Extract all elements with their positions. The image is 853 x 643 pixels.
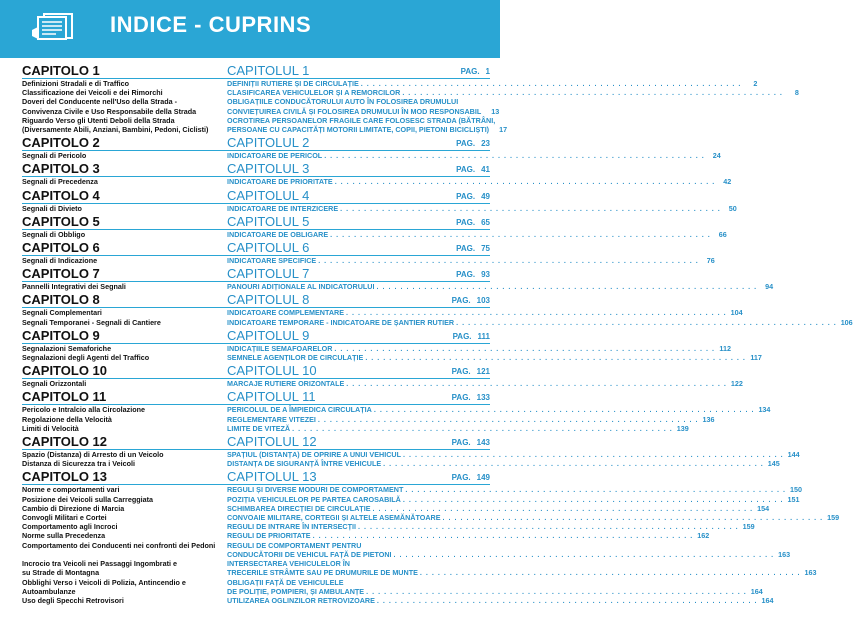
chapter-page-number: 133 — [476, 393, 490, 403]
chapter-block — [22, 469, 840, 605]
section-page-number: 42 — [723, 177, 732, 187]
section-entry-ro[interactable] — [227, 485, 802, 495]
section-title-ro: INDICATOARE DE INTERZICERE — [227, 203, 339, 213]
page-label: PAG. — [452, 331, 472, 341]
section-title-it: Distanza di Sicurezza tra i Veicoli — [22, 459, 136, 469]
section-row — [22, 203, 737, 213]
section-entry-ro[interactable] — [227, 549, 791, 559]
chapter-title-it: CAPITOLO 7 — [22, 266, 100, 282]
section-row — [22, 531, 710, 541]
section-row — [22, 450, 800, 460]
page-label: PAG. — [460, 67, 480, 76]
section-title-ro: OCROTIREA PERSOANELOR FRAGILE CARE FOLOSESC STRADA (BĂTRÂNI, — [227, 115, 496, 125]
section-row — [22, 151, 721, 161]
chapter-title-ro[interactable]: CAPITOLUL 9 — [227, 327, 310, 343]
section-title-ro: INDICATOARE DE PERICOL — [227, 151, 323, 161]
section-title-it: Segnalazioni degli Agenti del Traffico — [22, 353, 150, 363]
section-row — [22, 522, 755, 532]
section-title-it: Spazio (Distanza) di Arresto di un Veicolo — [22, 450, 164, 460]
dot-leader — [394, 550, 775, 559]
dot-leader — [358, 522, 739, 531]
section-title-ro: CLASIFICAREA VEHICULELOR ȘI A REMORCILOR — [227, 88, 401, 98]
chapter-page-number: 111 — [477, 331, 490, 341]
section-row — [22, 414, 715, 424]
chapter-title-ro[interactable]: CAPITOLUL 1 — [227, 63, 310, 78]
section-title-it: Definizioni Stradali e di Traffico — [22, 79, 130, 88]
section-title-it: Regolazione della Velocità — [22, 414, 112, 424]
dot-leader — [346, 379, 727, 388]
chapter-page-ref — [452, 366, 490, 378]
section-page-number: 164 — [761, 595, 774, 605]
chapter-title-ro[interactable]: CAPITOLUL 8 — [227, 292, 310, 308]
chapter-page-ref — [452, 392, 490, 404]
dot-leader — [374, 405, 755, 414]
section-title-it: Posizione dei Veicoli sulla Carreggiata — [22, 494, 154, 504]
section-title-ro: INDICAȚIILE SEMAFOARELOR — [227, 343, 333, 353]
section-title-it: Segnali di Pericolo — [22, 151, 87, 161]
page-title: INDICE - CUPRINS — [110, 12, 312, 37]
page-label: PAG. — [451, 296, 471, 306]
section-row — [22, 79, 758, 88]
chapter-heading-row — [22, 63, 490, 79]
page-label: PAG. — [451, 393, 471, 403]
section-entry-ro[interactable] — [227, 559, 490, 568]
chapter-page-number: 65 — [481, 217, 490, 227]
chapter-block — [22, 266, 774, 292]
section-title-ro: PANOURI ADIȚIONALE AL INDICATORULUI — [227, 282, 375, 292]
chapter-page-number: 93 — [481, 270, 490, 280]
section-title-it: Limiti di Velocità — [22, 423, 79, 433]
section-title-it: Norme sulla Precedenza — [22, 531, 106, 541]
section-entry-ro[interactable] — [227, 450, 800, 460]
chapter-heading-row — [22, 469, 490, 485]
chapter-page-number: 23 — [481, 139, 490, 149]
chapter-page-ref — [452, 437, 490, 449]
chapter-title-it: CAPITOLO 12 — [22, 434, 108, 450]
section-title-ro: MARCAJE RUTIERE ORIZONTALE — [227, 379, 345, 389]
dot-leader — [318, 415, 699, 424]
section-row — [22, 586, 763, 596]
section-row — [22, 125, 508, 135]
chapter-heading-row — [22, 214, 490, 230]
section-title-ro: CONVIEȚUIREA CIVILĂ ȘI FOLOSIREA DRUMULUI ÎN MOD RESPONSABIL — [227, 106, 482, 116]
chapter-title-ro[interactable]: CAPITOLUL 12 — [227, 434, 317, 450]
section-title-it: Segnali di Obbligo — [22, 229, 86, 239]
section-title-it: Convogli Militari e Cortei — [22, 513, 107, 523]
section-page-number: 2 — [753, 79, 758, 88]
dot-leader — [292, 424, 673, 433]
chapter-page-ref — [456, 164, 490, 176]
chapter-title-ro[interactable]: CAPITOLUL 10 — [227, 363, 317, 379]
chapter-page-number: 121 — [476, 367, 490, 377]
page-label: PAG. — [456, 139, 476, 149]
section-row — [22, 595, 774, 605]
section-entry-ro[interactable] — [227, 177, 732, 187]
chapter-block — [22, 240, 715, 266]
chapter-heading-row — [22, 266, 490, 282]
page-label: PAG. — [456, 165, 476, 175]
section-title-it: Segnali di Divieto — [22, 203, 82, 213]
chapter-page-ref — [456, 243, 490, 255]
section-title-ro: TRECERILE STRÂMTE SAU PE DRUMURILE DE MUNTE — [227, 568, 418, 578]
chapter-block — [22, 389, 771, 433]
section-title-ro: INDICATOARE DE OBLIGARE — [227, 229, 329, 239]
section-title-it — [22, 550, 227, 559]
section-entry-ro[interactable] — [227, 522, 755, 532]
section-row — [22, 353, 762, 363]
dot-leader — [366, 587, 747, 596]
section-title-ro: UTILIZAREA OGLINZILOR RETROVIZOARE — [227, 595, 375, 605]
chapter-heading-row — [22, 389, 490, 405]
chapter-block — [22, 135, 721, 161]
section-entry-ro[interactable] — [227, 353, 762, 363]
chapter-title-ro[interactable]: CAPITOLUL 2 — [227, 135, 310, 151]
section-row — [22, 513, 840, 523]
chapter-title-it: CAPITOLO 3 — [22, 161, 100, 177]
section-page-number: 122 — [730, 379, 743, 389]
chapter-block — [22, 161, 732, 187]
section-page-number: 144 — [787, 450, 800, 460]
section-entry-ro[interactable] — [227, 513, 840, 523]
section-row — [22, 503, 770, 513]
dot-leader — [377, 596, 758, 605]
chapter-title-ro[interactable]: CAPITOLUL 7 — [227, 266, 310, 282]
dot-leader — [340, 204, 721, 213]
section-entry-ro[interactable] — [227, 229, 727, 239]
section-title-it: su Strade di Montagna — [22, 568, 100, 578]
section-entry-ro[interactable] — [227, 568, 817, 578]
dot-leader — [376, 282, 757, 291]
dot-leader — [346, 308, 727, 317]
section-title-ro: PERSOANE CU CAPACITĂȚI MOTORII LIMITATE, COPII, PIETONI BICICLIȘTI) — [227, 125, 490, 135]
chapter-page-number: 143 — [476, 438, 490, 448]
chapter-heading-row — [22, 292, 490, 308]
page-label: PAG. — [456, 191, 476, 201]
section-title-ro: REGULI DE PRIORITATE — [227, 531, 311, 541]
section-entry-ro[interactable] — [227, 414, 715, 424]
section-page-number: 50 — [728, 203, 737, 213]
section-entry-ro[interactable] — [227, 494, 800, 504]
section-title-it: Incrocio tra Veicoli nei Passaggi Ingombrati e — [22, 559, 177, 569]
section-title-ro: INDICATOARE TEMPORARE - INDICATOARE DE ȘANTIER RUTIER — [227, 317, 455, 327]
section-entry-ro[interactable] — [227, 595, 774, 605]
section-page-number: 17 — [499, 125, 508, 135]
section-page-number: 76 — [706, 256, 715, 266]
chapter-title-it: CAPITOLO 11 — [22, 389, 107, 405]
dot-leader — [313, 531, 694, 540]
chapter-title-it: CAPITOLO 5 — [22, 213, 100, 229]
chapter-title-it: CAPITOLO 9 — [22, 327, 100, 343]
page-label: PAG. — [451, 367, 471, 377]
section-title-ro: REGULI ȘI DIVERSE MODURI DE COMPORTAMENT — [227, 485, 404, 495]
section-title-ro: REGLEMENTARE VITEZEI — [227, 414, 316, 424]
section-title-ro: DE POLIȚIE, POMPIERI, ȘI AMBULANȚE — [227, 586, 365, 596]
section-title-ro: LIMITE DE VITEZĂ — [227, 423, 291, 433]
chapter-heading-row — [22, 328, 490, 344]
section-title-it: Segnalazioni Semaforiche — [22, 343, 112, 353]
chapter-page-number: 75 — [481, 244, 490, 254]
dot-leader — [402, 88, 783, 97]
chapter-page-number: 41 — [481, 165, 490, 175]
section-row — [22, 343, 732, 353]
section-entry-ro[interactable] — [227, 97, 490, 106]
section-entry-ro[interactable] — [227, 151, 721, 161]
section-title-it: Obblighi Verso i Veicoli di Polizia, Antincendio e — [22, 577, 186, 587]
section-row — [22, 88, 799, 98]
section-title-ro: REGULI DE INTRARE ÎN INTERSECȚII — [227, 522, 356, 532]
chapter-page-ref — [456, 217, 490, 229]
section-entry-ro[interactable] — [227, 459, 780, 469]
section-title-it: Segnali Orizzontali — [22, 379, 87, 389]
section-page-number: 162 — [697, 531, 710, 541]
section-page-number: 150 — [789, 485, 802, 495]
chapter-title-it: CAPITOLO 4 — [22, 187, 100, 203]
section-title-it: Segnali Temporanei - Segnali di Cantiere — [22, 317, 161, 327]
chapter-heading-row — [22, 363, 490, 379]
section-entry-ro[interactable] — [227, 343, 732, 353]
dot-leader — [403, 450, 784, 459]
section-title-it: Segnali di Indicazione — [22, 256, 98, 266]
section-page-number: 104 — [730, 308, 743, 318]
page-label: PAG. — [456, 270, 476, 280]
header-banner — [0, 0, 500, 58]
section-row — [22, 379, 743, 389]
page-label: PAG. — [456, 217, 476, 227]
chapter-page-number: 49 — [481, 191, 490, 201]
section-entry-ro[interactable] — [227, 578, 490, 587]
document-stack-icon — [32, 12, 76, 42]
section-row — [22, 549, 791, 559]
section-page-number: 8 — [794, 88, 799, 98]
section-row — [22, 317, 853, 327]
section-title-it: Riguardo Verso gli Utenti Deboli della Strada — [22, 115, 175, 125]
section-page-number: 117 — [750, 353, 762, 363]
section-title-ro: REGULI DE COMPORTAMENT PENTRU — [227, 540, 362, 550]
section-row — [22, 282, 774, 292]
section-title-ro: DEFINIȚII RUTIERE ȘI DE CIRCULAȚIE — [227, 79, 359, 88]
section-entry-ro[interactable] — [227, 125, 508, 135]
dot-leader — [361, 79, 742, 88]
chapter-page-ref — [456, 269, 490, 281]
page-label: PAG. — [456, 244, 476, 254]
chapter-title-it: CAPITOLO 10 — [22, 363, 108, 379]
section-entry-ro[interactable] — [227, 503, 770, 513]
section-entry-ro[interactable] — [227, 203, 737, 213]
section-entry-ro[interactable] — [227, 405, 771, 415]
chapter-block — [22, 292, 853, 327]
section-title-ro: PERICOLUL DE A ÎMPIEDICA CIRCULAȚIA — [227, 405, 372, 415]
dot-leader — [456, 318, 837, 327]
section-entry-ro[interactable] — [227, 541, 490, 550]
section-entry-ro[interactable] — [227, 256, 715, 266]
section-title-it: Convivenza Civile e Uso Responsabile della Strada — [22, 106, 197, 116]
section-title-it: Cambio di Direzione di Marcia — [22, 503, 125, 513]
page-label: PAG. — [451, 438, 471, 448]
chapter-page-number: 103 — [476, 296, 490, 306]
dot-leader — [405, 485, 786, 494]
section-row — [22, 559, 490, 568]
section-title-it: Classificazione dei Veicoli e dei Rimorchi — [22, 88, 163, 98]
chapter-title-ro[interactable]: CAPITOLUL 6 — [227, 240, 310, 256]
dot-leader — [334, 344, 715, 353]
section-title-it: Doveri del Conducente nell'Uso della Strada - — [22, 97, 178, 107]
section-row — [22, 541, 490, 550]
section-title-it: Comportamento dei Conducenti nei confronti dei Pedoni — [22, 540, 216, 550]
section-row — [22, 229, 727, 239]
section-title-ro: OBLIGAȚII FAȚĂ DE VEHICULELE — [227, 577, 344, 587]
section-entry-ro[interactable] — [227, 106, 500, 116]
chapter-title-it: CAPITOLO 8 — [22, 292, 100, 308]
section-page-number: 106 — [840, 317, 853, 327]
section-page-number: 66 — [718, 229, 727, 239]
chapter-page-ref — [456, 138, 490, 150]
chapter-page-ref — [456, 191, 490, 203]
dot-leader — [403, 495, 784, 504]
chapter-block — [22, 187, 737, 213]
section-page-number: 154 — [757, 503, 770, 513]
section-row — [22, 405, 771, 415]
section-entry-ro[interactable] — [227, 423, 689, 433]
section-row — [22, 308, 743, 318]
section-entry-ro[interactable] — [227, 586, 763, 596]
section-title-ro: INDICATOARE COMPLEMENTARE — [227, 308, 344, 318]
chapter-block — [22, 327, 762, 363]
section-page-number: 24 — [712, 151, 721, 161]
section-title-ro: CONVOAIE MILITARE, CORTEGII ȘI ALTELE ASEMĂNĂTOARE — [227, 513, 441, 523]
section-row — [22, 423, 689, 433]
dot-leader — [443, 513, 824, 522]
section-entry-ro[interactable] — [227, 531, 710, 541]
section-title-ro: OBLIGAȚIILE CONDUCĂTORULUI AUTO ÎN FOLOSIREA DRUMULUI — [227, 97, 459, 107]
chapter-heading-row — [22, 188, 490, 204]
section-entry-ro[interactable] — [227, 79, 758, 88]
chapter-title-ro[interactable]: CAPITOLUL 13 — [227, 469, 317, 485]
section-page-number: 164 — [750, 586, 763, 596]
chapter-heading-row — [22, 434, 490, 450]
chapter-title-it: CAPITOLO 6 — [22, 240, 100, 256]
chapter-heading-row — [22, 161, 490, 177]
section-page-number: 163 — [778, 549, 791, 559]
section-row — [22, 494, 800, 504]
section-page-number: 136 — [702, 414, 715, 424]
dot-leader — [330, 230, 711, 239]
dot-leader — [365, 353, 746, 362]
chapter-page-ref — [452, 472, 490, 484]
section-row — [22, 177, 732, 187]
chapter-page-ref — [461, 66, 490, 78]
section-title-it: Norme e comportamenti vari — [22, 485, 120, 495]
chapter-page-ref — [453, 331, 490, 343]
section-title-ro: CONDUCĂTORII DE VEHICUL FAȚĂ DE PIETONI — [227, 549, 392, 559]
dot-leader — [420, 568, 801, 577]
section-title-ro: SCHIMBAREA DIRECȚIEI DE CIRCULAȚIE — [227, 503, 371, 513]
chapter-title-ro[interactable]: CAPITOLUL 11 — [227, 389, 316, 405]
section-title-ro: DISTANȚA DE SIGURANȚĂ ÎNTRE VEHICULE — [227, 459, 382, 469]
chapter-title-it: CAPITOLO 2 — [22, 135, 100, 151]
section-page-number: 163 — [804, 568, 817, 578]
chapter-block — [22, 213, 727, 239]
section-page-number: 159 — [742, 522, 755, 532]
section-title-it: Segnali Complementari — [22, 308, 102, 318]
section-title-it: Pannelli Integrativi dei Segnali — [22, 282, 126, 292]
section-page-number: 145 — [767, 459, 780, 469]
chapter-title-it: CAPITOLO 13 — [22, 469, 108, 485]
dot-leader — [373, 504, 754, 513]
section-row — [22, 97, 490, 106]
dot-leader — [383, 459, 764, 468]
section-title-ro: SEMNELE AGENȚILOR DE CIRCULAȚIE — [227, 353, 364, 363]
section-row — [22, 568, 817, 578]
section-entry-ro[interactable] — [227, 317, 853, 327]
section-page-number: 13 — [491, 106, 500, 116]
section-title-it: Uso degli Specchi Retrovisori — [22, 595, 124, 605]
section-row — [22, 578, 490, 587]
section-row — [22, 115, 496, 125]
section-title-ro: INDICATOARE SPECIFICE — [227, 256, 317, 266]
section-row — [22, 256, 715, 266]
chapter-block — [22, 63, 799, 135]
section-title-ro: POZIȚIA VEHICULELOR PE PARTEA CAROSABILĂ — [227, 494, 401, 504]
section-page-number: 112 — [719, 343, 732, 353]
chapter-heading-row — [22, 135, 490, 151]
page-label: PAG. — [451, 473, 471, 483]
chapter-page-number: 1 — [485, 67, 490, 76]
table-of-contents — [22, 62, 853, 606]
section-row — [22, 485, 802, 495]
section-entry-ro[interactable] — [227, 308, 743, 318]
section-title-ro: SPAȚIUL (DISTANȚA) DE OPRIRE A UNUI VEHICUL — [227, 450, 401, 460]
section-page-number: 151 — [787, 494, 800, 504]
section-row — [22, 106, 500, 116]
section-page-number: 159 — [827, 513, 840, 523]
section-page-number: 94 — [765, 282, 774, 292]
chapter-page-number: 149 — [476, 473, 490, 483]
section-row — [22, 459, 780, 469]
section-title-ro: INDICATOARE DE PRIORITATE — [227, 177, 333, 187]
chapter-block — [22, 363, 743, 389]
dot-leader — [318, 256, 699, 265]
chapter-title-ro[interactable]: CAPITOLUL 3 — [227, 161, 310, 177]
chapter-page-ref — [452, 295, 490, 307]
dot-leader — [324, 151, 705, 160]
section-title-it: Autoambulanze — [22, 586, 76, 596]
section-entry-ro[interactable] — [227, 282, 774, 292]
chapter-title-ro[interactable]: CAPITOLUL 5 — [227, 213, 310, 229]
section-entry-ro[interactable] — [227, 115, 496, 125]
section-title-it: Pericolo e Intralcio alla Circolazione — [22, 405, 146, 415]
section-page-number: 139 — [676, 423, 689, 433]
section-page-number: 134 — [758, 405, 771, 415]
section-title-it: (Diversamente Abili, Anziani, Bambini, Pedoni, Ciclisti) — [22, 125, 209, 135]
chapter-title-it: CAPITOLO 1 — [22, 63, 100, 78]
chapter-block — [22, 434, 800, 469]
dot-leader — [335, 177, 716, 186]
section-title-ro: INTERSECTAREA VEHICULELOR ÎN — [227, 559, 350, 569]
chapter-title-ro[interactable]: CAPITOLUL 4 — [227, 187, 310, 203]
section-title-it: Segnali di Precedenza — [22, 177, 98, 187]
section-title-it: Comportamento agli Incroci — [22, 522, 118, 532]
chapter-heading-row — [22, 240, 490, 256]
section-entry-ro[interactable] — [227, 88, 799, 98]
section-entry-ro[interactable] — [227, 379, 743, 389]
